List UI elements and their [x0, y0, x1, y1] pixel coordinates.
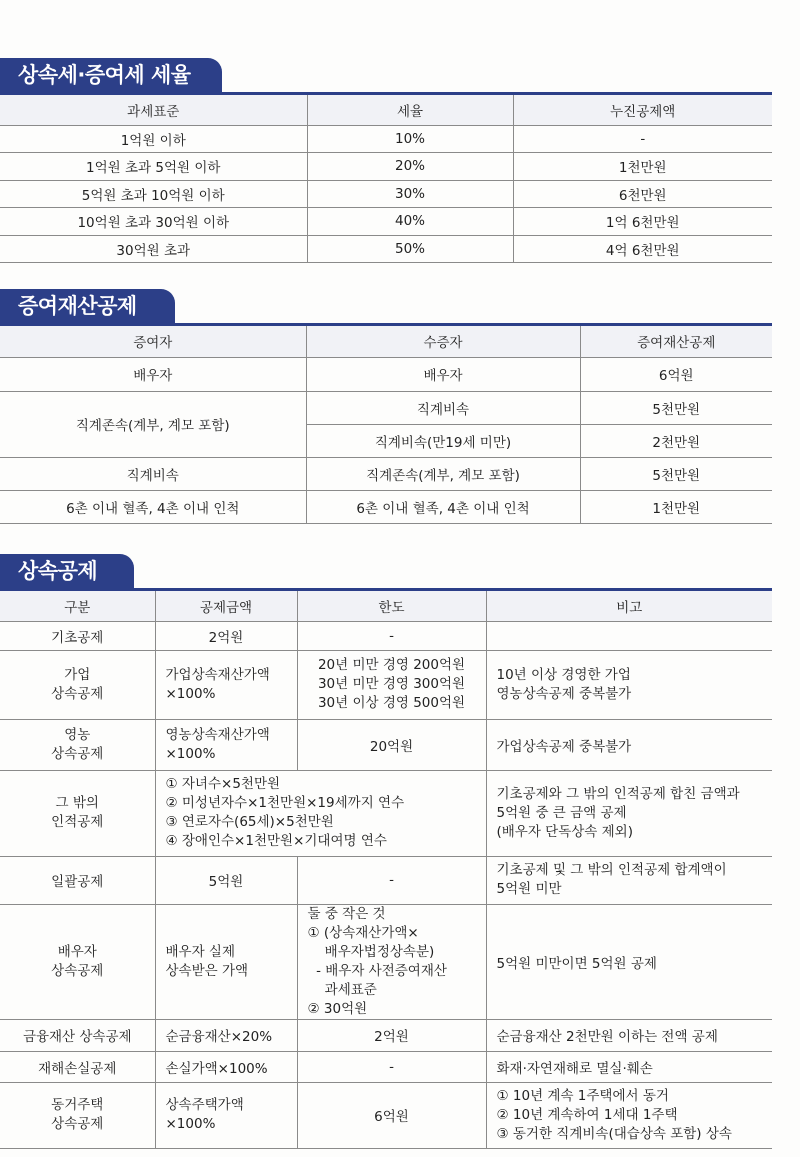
cell: 6촌 이내 혈족, 4촌 이내 인척	[0, 490, 306, 523]
cell: ① 자녀수×5천만원 ② 미성년자수×1천만원×19세까지 연수 ③ 연로자수(65세)×5천만원 ④ 장애인수×1천만원×기대여명 연수	[155, 770, 486, 856]
section-title-tax-rate: 상속세·증여세 세율	[0, 58, 222, 92]
cell: 순금융재산×20%	[155, 1019, 297, 1051]
table-row	[0, 235, 772, 262]
cell: 직계비속(만19세 미만)	[306, 424, 580, 457]
cell: 배우자	[306, 357, 580, 391]
header-cell: 수증자	[306, 326, 580, 357]
table-row	[0, 457, 772, 490]
cell: 5억원 초과 10억원 이하	[0, 180, 307, 207]
cell: 금융재산 상속공제	[0, 1019, 155, 1051]
table-row	[0, 856, 772, 904]
table-header-row	[0, 95, 772, 125]
cell: 영농 상속공제	[0, 719, 155, 770]
table-row	[0, 719, 772, 770]
table-row	[0, 1082, 772, 1148]
tax-rate-table	[0, 95, 772, 263]
cell: 순금융재산 2천만원 이하는 전액 공제	[486, 1019, 772, 1051]
cell: 10%	[307, 125, 513, 152]
cell: 손실가액×100%	[155, 1051, 297, 1082]
table-row	[0, 180, 772, 207]
table-row	[0, 152, 772, 180]
cell: 직계존속(계부, 계모 포함)	[306, 457, 580, 490]
cell: 2억원	[155, 621, 297, 650]
cell: -	[297, 621, 486, 650]
table-row	[0, 357, 772, 391]
section-title-gift-deduction: 증여재산공제	[0, 289, 175, 323]
cell: 직계존속(계부, 계모 포함)	[0, 391, 306, 457]
cell: 화재·자연재해로 멸실·훼손	[486, 1051, 772, 1082]
cell: 재해손실공제	[0, 1051, 155, 1082]
table-row	[0, 1051, 772, 1082]
table-row	[0, 391, 772, 424]
cell: 5억원	[155, 856, 297, 904]
cell: 4억 6천만원	[513, 235, 772, 262]
cell: 6억원	[580, 357, 772, 391]
cell: 가업상속재산가액 ×100%	[155, 650, 297, 719]
header-cell: 공제금액	[155, 591, 297, 621]
cell: 직계비속	[0, 457, 306, 490]
table-header-row	[0, 326, 772, 357]
cell: 2천만원	[580, 424, 772, 457]
cell: 30억원 초과	[0, 235, 307, 262]
cell: 1억 6천만원	[513, 207, 772, 235]
table-row	[0, 125, 772, 152]
cell: 1억원 이하	[0, 125, 307, 152]
cell: -	[513, 125, 772, 152]
cell: 10년 이상 경영한 가업 영농상속공제 중복불가	[486, 650, 772, 719]
header-cell: 증여재산공제	[580, 326, 772, 357]
cell: 20억원	[297, 719, 486, 770]
cell: 40%	[307, 207, 513, 235]
table-row	[0, 770, 772, 856]
cell: -	[297, 1051, 486, 1082]
table-header-row	[0, 591, 772, 621]
header-cell: 세율	[307, 95, 513, 125]
header-cell: 과세표준	[0, 95, 307, 125]
header-cell: 증여자	[0, 326, 306, 357]
inheritance-deduction-table	[0, 591, 772, 1149]
cell: 직계비속	[306, 391, 580, 424]
cell: 영농상속재산가액 ×100%	[155, 719, 297, 770]
cell: 5천만원	[580, 391, 772, 424]
cell: -	[297, 856, 486, 904]
cell: 동거주택 상속공제	[0, 1082, 155, 1148]
cell: 50%	[307, 235, 513, 262]
cell: 6억원	[297, 1082, 486, 1148]
cell	[486, 621, 772, 650]
header-cell: 구분	[0, 591, 155, 621]
table-row	[0, 490, 772, 523]
section-title-inheritance-deduction: 상속공제	[0, 554, 134, 588]
cell: 20년 미만 경영 200억원 30년 미만 경영 300억원 30년 이상 경영 500억원	[297, 650, 486, 719]
cell: 상속주택가액 ×100%	[155, 1082, 297, 1148]
cell: 가업 상속공제	[0, 650, 155, 719]
cell: 가업상속공제 중복불가	[486, 719, 772, 770]
table-row	[0, 207, 772, 235]
cell: 기초공제와 그 밖의 인적공제 합친 금액과 5억원 중 큰 금액 공제 (배우자 단독상속 제외)	[486, 770, 772, 856]
header-cell: 비고	[486, 591, 772, 621]
cell: 5천만원	[580, 457, 772, 490]
cell: 10억원 초과 30억원 이하	[0, 207, 307, 235]
table-row	[0, 1019, 772, 1051]
cell: 배우자 상속공제	[0, 904, 155, 1019]
cell: 기초공제	[0, 621, 155, 650]
gift-deduction-table	[0, 326, 772, 524]
table-row	[0, 621, 772, 650]
header-cell: 한도	[297, 591, 486, 621]
header-cell: 누진공제액	[513, 95, 772, 125]
cell: 6촌 이내 혈족, 4촌 이내 인척	[306, 490, 580, 523]
cell: 일괄공제	[0, 856, 155, 904]
table-row	[0, 904, 772, 1019]
cell: 그 밖의 인적공제	[0, 770, 155, 856]
cell: 1억원 초과 5억원 이하	[0, 152, 307, 180]
cell: 6천만원	[513, 180, 772, 207]
cell: 기초공제 및 그 밖의 인적공제 합계액이 5억원 미만	[486, 856, 772, 904]
cell: 2억원	[297, 1019, 486, 1051]
cell: 20%	[307, 152, 513, 180]
cell: 30%	[307, 180, 513, 207]
table-row	[0, 650, 772, 719]
cell: 둘 중 작은 것 ① (상속재산가액× 배우자법정상속분) - 배우자 사전증여재산 과세표준 ② 30억원	[297, 904, 486, 1019]
cell: 배우자 실제 상속받은 가액	[155, 904, 297, 1019]
cell: ① 10년 계속 1주택에서 동거 ② 10년 계속하여 1세대 1주택 ③ 동거한 직계비속(대습상속 포함) 상속	[486, 1082, 772, 1148]
cell: 1천만원	[513, 152, 772, 180]
cell: 1천만원	[580, 490, 772, 523]
cell: 5억원 미만이면 5억원 공제	[486, 904, 772, 1019]
cell: 배우자	[0, 357, 306, 391]
